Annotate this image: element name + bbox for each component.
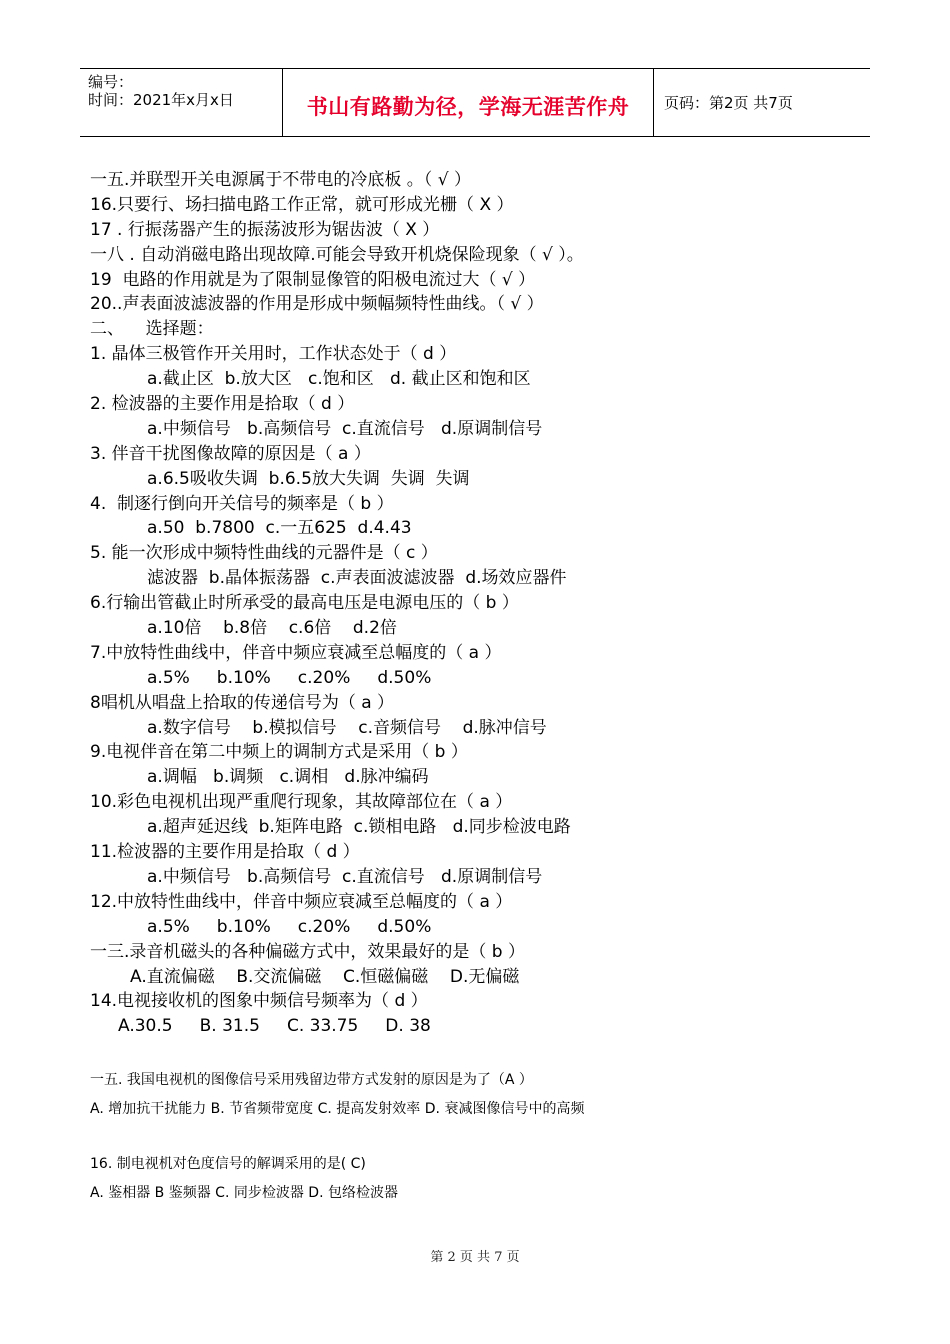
choice-question: 9.电视伴音在第二中频上的调制方式是采用（ b ） [90,742,468,763]
choice-question: 11.检波器的主要作用是拾取（ d ） [90,842,360,863]
choice-question: 7.中放特性曲线中，伴音中频应衰减至总幅度的（ a ） [90,642,502,663]
time-label: 时间：2021年x月x日 [88,91,234,109]
choice-options: a.调幅 b.调频 c.调相 d.脉冲编码 [147,767,429,788]
choice-question: 一三.录音机磁头的各种偏磁方式中，效果最好的是（ b ） [90,941,526,962]
tf-question: 17 . 行振荡器产生的振荡波形为锯齿波（ X ） [90,219,440,240]
tf-question: 一八 . 自动消磁电路出现故障.可能会导致开机烧保险现象（ √ ）。 [90,244,584,265]
choice-question: 1. 晶体三极管作开关用时，工作状态处于（ d ） [90,344,457,365]
page-header [80,68,870,137]
choice-options: a.50 b.7800 c.一五625 d.4.43 [147,518,412,539]
choice-options: a.数字信号 b.模拟信号 c.音频信号 d.脉冲信号 [147,717,547,738]
choice-question: 2. 检波器的主要作用是拾取（ d ） [90,394,355,415]
spacer [90,1124,890,1150]
motto: 书山有路勤为径，学海无涯苦作舟 [306,93,630,119]
choice-options: A. 鉴相器 B 鉴频器 C. 同步检波器 D. 包络检波器 [90,1185,398,1202]
choice-question: 10.彩色电视机出现严重爬行现象，其故障部位在（ a ） [90,792,513,813]
choice-question: 16. 制电视机对色度信号的解调采用的是( C) [90,1156,366,1173]
choice-options: a.中频信号 b.高频信号 c.直流信号 d.原调制信号 [147,418,543,439]
choice-options: a.5% b.10% c.20% d.50% [147,916,432,937]
choice-options: A.30.5 B. 31.5 C. 33.75 D. 38 [118,1016,431,1037]
tf-question: 一五.并联型开关电源属于不带电的冷底板 。（ √ ） [90,170,471,190]
choice-options: 滤波器 b.晶体振荡器 c.声表面波滤波器 d.场效应器件 [147,568,567,589]
code-label: 编号： [88,73,134,91]
choice-options: a.6.5吸收失调 b.6.5放大失调 失调 失调 [147,468,470,489]
choice-question: 12.中放特性曲线中，伴音中频应衰减至总幅度的（ a ） [90,891,513,912]
tf-question: 16.只要行、场扫描电路工作正常，就可形成光栅（ X ） [90,194,514,215]
choice-options: a.截止区 b.放大区 c.饱和区 d. 截止区和饱和区 [147,369,531,390]
choice-options: A.直流偏磁 B.交流偏磁 C.恒磁偏磁 D.无偏磁 [130,966,520,987]
choice-options: a.中频信号 b.高频信号 c.直流信号 d.原调制信号 [147,866,543,887]
choice-question: 3. 伴音干扰图像故障的原因是（ a ） [90,443,371,464]
choice-question: 4. 制逐行倒向开关信号的频率是（ b ） [90,493,394,514]
page-footer: 第 2 页 共 7 页 [430,1250,520,1265]
page-info: 页码：第2页 共7页 [664,94,793,112]
header-motto-cell [283,69,654,136]
choice-question: 14.电视接收机的图象中频信号频率为（ d ） [90,991,428,1012]
choice-options: A. 增加抗干扰能力 B. 节省频带宽度 C. 提高发射效率 D. 衰减图像信号中的高频 [90,1101,585,1118]
tf-question: 20..声表面波滤波器的作用是形成中频幅频特性曲线。（ √ ） [90,294,544,315]
choice-question: 5. 能一次形成中频特性曲线的元器件是（ c ） [90,543,438,564]
choice-options: a.5% b.10% c.20% d.50% [147,667,432,688]
section-title: 二、 选择题： [90,319,214,340]
spacer [90,1039,890,1066]
header-page-cell [653,69,870,136]
choice-question: 一五. 我国电视机的图像信号采用残留边带方式发射的原因是为了（A ） [90,1072,533,1089]
header-meta-cell [80,69,283,136]
choice-options: a.超声延迟线 b.矩阵电路 c.锁相电路 d.同步检波电路 [147,817,571,838]
document-body [90,168,890,1208]
choice-question: 6.行输出管截止时所承受的最高电压是电源电压的（ b ） [90,593,519,614]
choice-question: 8唱机从唱盘上拾取的传递信号为（ a ） [90,692,395,713]
tf-question: 19 电路的作用就是为了限制显像管的阳极电流过大（ √ ） [90,269,536,290]
choice-options: a.10倍 b.8倍 c.6倍 d.2倍 [147,618,397,639]
